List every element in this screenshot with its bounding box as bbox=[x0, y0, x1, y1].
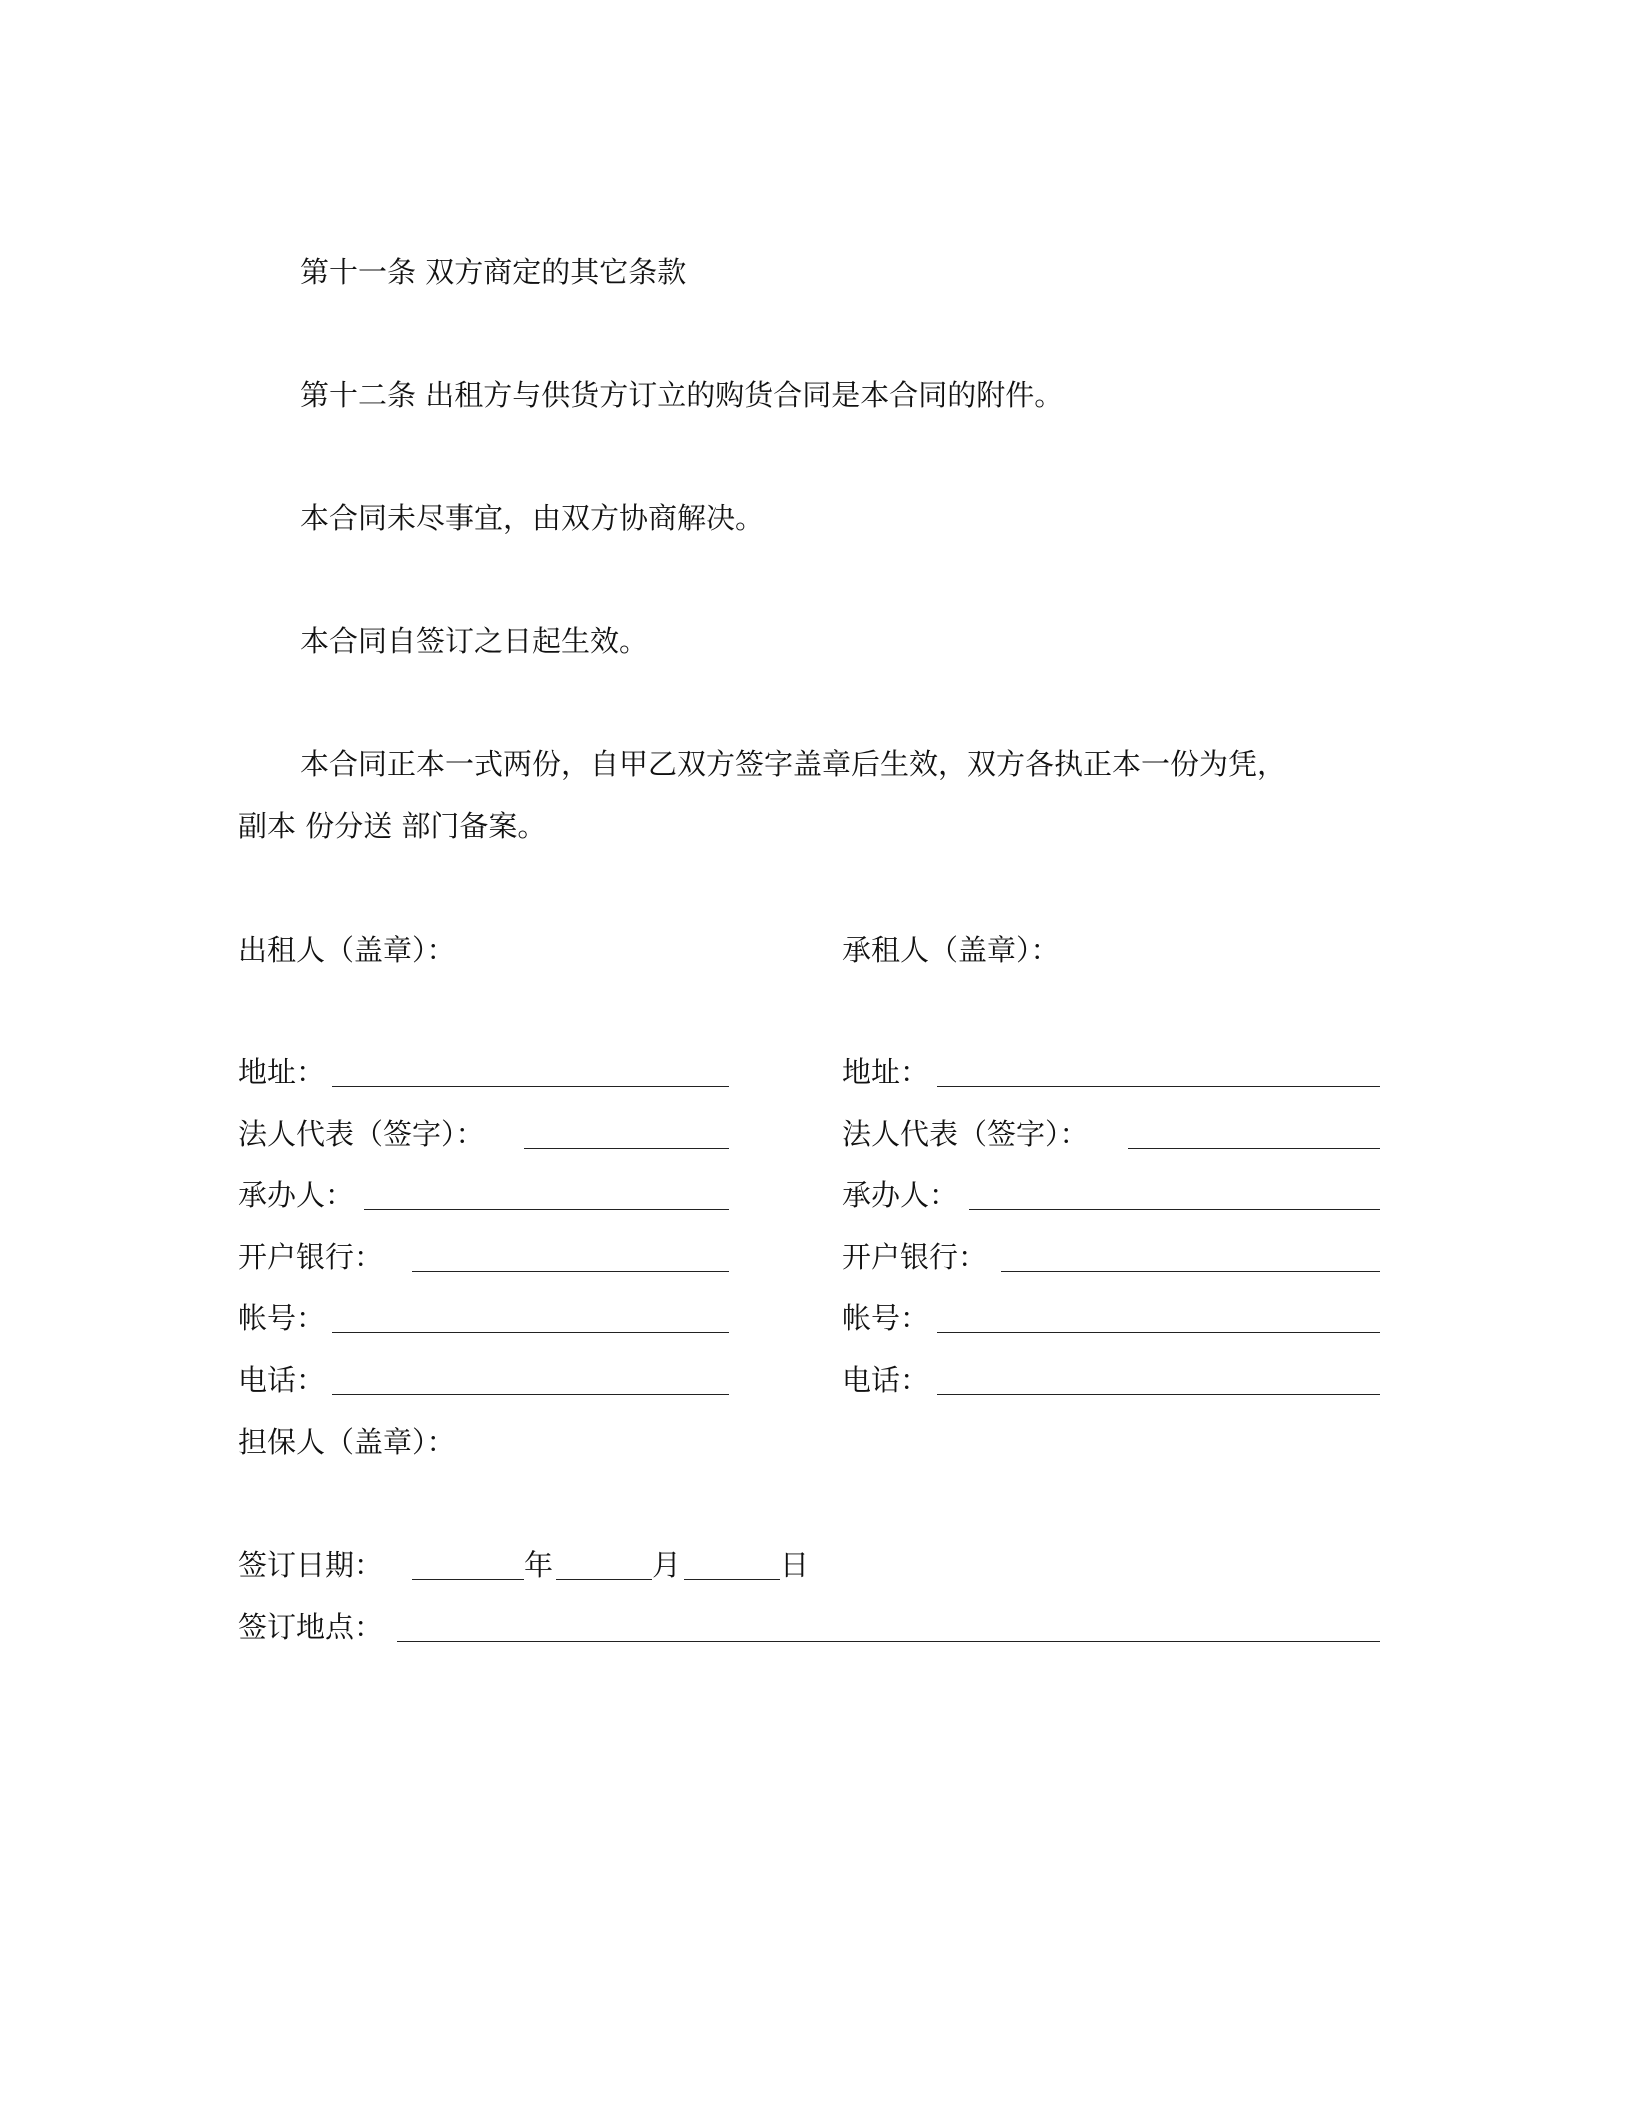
signing-date-label: 签订日期： bbox=[238, 1548, 384, 1582]
lessee-phone-label: 电话： bbox=[842, 1363, 930, 1397]
clause-effective: 本合同自签订之日起生效。 bbox=[300, 624, 649, 658]
lessor-bank-label: 开户银行： bbox=[238, 1240, 384, 1274]
lessee-address-field[interactable] bbox=[937, 1086, 1380, 1087]
signing-day-label: 日 bbox=[780, 1548, 810, 1582]
lessor-legal-rep-label: 法人代表（签字）： bbox=[238, 1117, 485, 1151]
clause-unresolved: 本合同未尽事宜，由双方协商解决。 bbox=[300, 501, 765, 535]
lessor-address-field[interactable] bbox=[332, 1086, 729, 1087]
copies-paragraph-line2: 副本 份分送 部门备案。 bbox=[238, 809, 547, 843]
lessor-handler-field[interactable] bbox=[364, 1209, 729, 1210]
lessee-account-label: 帐号： bbox=[842, 1301, 930, 1335]
lessor-legal-rep-field[interactable] bbox=[524, 1148, 729, 1149]
signing-place-field[interactable] bbox=[397, 1641, 1380, 1642]
copies-paragraph-line1: 本合同正本一式两份，自甲乙双方签字盖章后生效，双方各执正本一份为凭， bbox=[300, 747, 1287, 781]
lessor-account-field[interactable] bbox=[332, 1332, 729, 1333]
clause-11: 第十一条 双方商定的其它条款 bbox=[300, 255, 687, 289]
lessor-address-label: 地址： bbox=[238, 1055, 326, 1089]
lessor-phone-label: 电话： bbox=[238, 1363, 326, 1397]
signing-place-label: 签订地点： bbox=[238, 1610, 384, 1644]
lessee-account-field[interactable] bbox=[937, 1332, 1380, 1333]
lessee-phone-field[interactable] bbox=[937, 1394, 1380, 1395]
lessor-bank-field[interactable] bbox=[412, 1271, 729, 1272]
lessor-account-label: 帐号： bbox=[238, 1301, 326, 1335]
signing-year-label: 年 bbox=[524, 1548, 554, 1582]
lessee-legal-rep-field[interactable] bbox=[1128, 1148, 1380, 1149]
lessee-heading: 承租人（盖章）： bbox=[842, 933, 1060, 967]
clause-12: 第十二条 出租方与供货方订立的购货合同是本合同的附件。 bbox=[300, 378, 1064, 412]
signing-year-field[interactable] bbox=[412, 1579, 524, 1580]
lessee-bank-field[interactable] bbox=[1001, 1271, 1380, 1272]
lessor-phone-field[interactable] bbox=[332, 1394, 729, 1395]
guarantor-heading: 担保人（盖章）： bbox=[238, 1425, 456, 1459]
lessee-bank-label: 开户银行： bbox=[842, 1240, 988, 1274]
lessor-handler-label: 承办人： bbox=[238, 1178, 355, 1212]
signing-month-field[interactable] bbox=[556, 1579, 652, 1580]
lessor-heading: 出租人（盖章）： bbox=[238, 933, 456, 967]
lessee-handler-label: 承办人： bbox=[842, 1178, 959, 1212]
lessee-legal-rep-label: 法人代表（签字）： bbox=[842, 1117, 1089, 1151]
signing-day-field[interactable] bbox=[684, 1579, 780, 1580]
signing-month-label: 月 bbox=[652, 1548, 682, 1582]
lessee-handler-field[interactable] bbox=[969, 1209, 1380, 1210]
lessee-address-label: 地址： bbox=[842, 1055, 930, 1089]
